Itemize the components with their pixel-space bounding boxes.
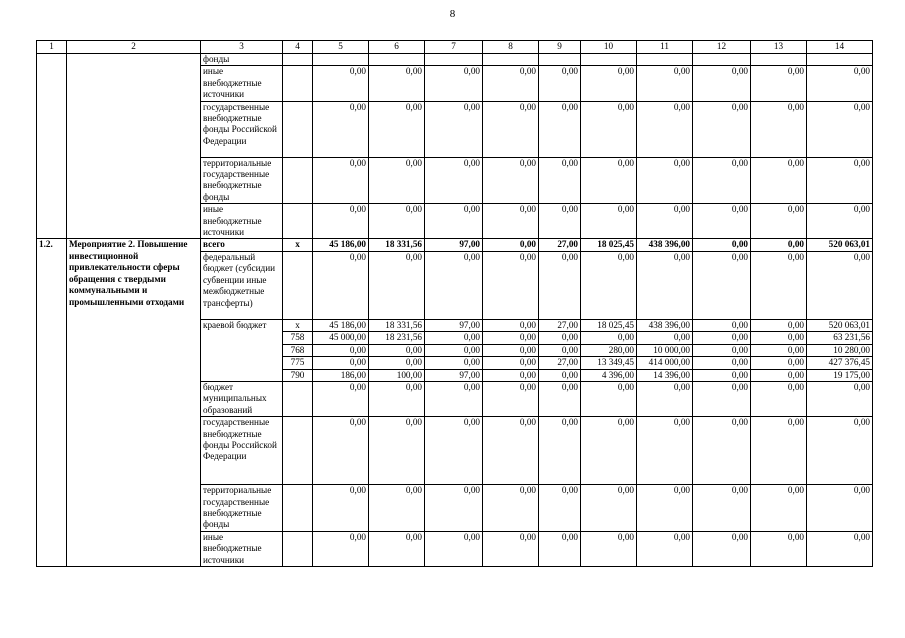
value-cell: 0,00 bbox=[581, 531, 637, 566]
value-cell: 0,00 bbox=[581, 66, 637, 101]
header-cell: 4 bbox=[283, 41, 313, 54]
value-cell bbox=[313, 54, 369, 66]
code-cell: х bbox=[283, 319, 313, 331]
value-cell: 0,00 bbox=[483, 531, 539, 566]
value-cell: 97,00 bbox=[425, 239, 483, 251]
value-cell: 0,00 bbox=[751, 417, 807, 485]
value-cell: 0,00 bbox=[313, 485, 369, 532]
value-cell: 0,00 bbox=[637, 531, 693, 566]
value-cell: 0,00 bbox=[369, 381, 425, 416]
value-cell: 0,00 bbox=[425, 381, 483, 416]
value-cell: 0,00 bbox=[693, 204, 751, 239]
value-cell: 438 396,00 bbox=[637, 239, 693, 251]
value-cell: 0,00 bbox=[693, 157, 751, 204]
source-label-cell: всего bbox=[201, 239, 283, 251]
source-label-cell: государственные внебюджетные фонды Российской Федерации bbox=[201, 417, 283, 485]
value-cell: 438 396,00 bbox=[637, 319, 693, 331]
code-cell: 758 bbox=[283, 332, 313, 344]
value-cell: 414 000,00 bbox=[637, 357, 693, 369]
source-label-cell: федеральный бюджет (субсидии субвенции иные межбюджетные трансферты) bbox=[201, 251, 283, 319]
value-cell: 0,00 bbox=[637, 417, 693, 485]
value-cell: 0,00 bbox=[637, 66, 693, 101]
code-cell bbox=[283, 204, 313, 239]
value-cell: 0,00 bbox=[693, 251, 751, 319]
source-label-cell: территориальные государственные внебюджетные фонды bbox=[201, 157, 283, 204]
value-cell: 0,00 bbox=[425, 157, 483, 204]
value-cell: 0,00 bbox=[693, 485, 751, 532]
code-cell: 768 bbox=[283, 344, 313, 356]
value-cell: 0,00 bbox=[483, 485, 539, 532]
value-cell: 0,00 bbox=[369, 204, 425, 239]
value-cell: 0,00 bbox=[693, 344, 751, 356]
header-cell: 12 bbox=[693, 41, 751, 54]
value-cell: 0,00 bbox=[693, 101, 751, 157]
value-cell: 0,00 bbox=[369, 531, 425, 566]
value-cell: 0,00 bbox=[425, 101, 483, 157]
value-cell: 427 376,45 bbox=[807, 357, 873, 369]
value-cell bbox=[539, 54, 581, 66]
value-cell: 0,00 bbox=[581, 485, 637, 532]
value-cell: 0,00 bbox=[313, 66, 369, 101]
value-cell: 0,00 bbox=[483, 251, 539, 319]
header-cell: 7 bbox=[425, 41, 483, 54]
value-cell: 0,00 bbox=[693, 319, 751, 331]
value-cell: 14 396,00 bbox=[637, 369, 693, 381]
code-cell bbox=[283, 251, 313, 319]
value-cell: 0,00 bbox=[539, 531, 581, 566]
value-cell: 0,00 bbox=[807, 485, 873, 532]
value-cell: 0,00 bbox=[539, 332, 581, 344]
header-cell: 14 bbox=[807, 41, 873, 54]
value-cell bbox=[637, 54, 693, 66]
value-cell: 0,00 bbox=[425, 251, 483, 319]
header-row bbox=[37, 41, 873, 54]
value-cell: 13 349,45 bbox=[581, 357, 637, 369]
value-cell: 0,00 bbox=[693, 66, 751, 101]
value-cell: 0,00 bbox=[483, 381, 539, 416]
header-cell: 6 bbox=[369, 41, 425, 54]
value-cell: 0,00 bbox=[425, 344, 483, 356]
value-cell: 0,00 bbox=[369, 251, 425, 319]
value-cell: 45 186,00 bbox=[313, 239, 369, 251]
value-cell: 0,00 bbox=[539, 417, 581, 485]
value-cell: 0,00 bbox=[539, 157, 581, 204]
value-cell: 0,00 bbox=[369, 157, 425, 204]
value-cell: 0,00 bbox=[425, 357, 483, 369]
value-cell: 0,00 bbox=[425, 204, 483, 239]
value-cell: 0,00 bbox=[807, 417, 873, 485]
value-cell: 0,00 bbox=[637, 332, 693, 344]
value-cell: 97,00 bbox=[425, 369, 483, 381]
value-cell: 18 025,45 bbox=[581, 319, 637, 331]
value-cell: 0,00 bbox=[425, 417, 483, 485]
value-cell: 520 063,01 bbox=[807, 239, 873, 251]
value-cell: 0,00 bbox=[807, 101, 873, 157]
value-cell: 0,00 bbox=[539, 381, 581, 416]
value-cell: 0,00 bbox=[751, 344, 807, 356]
code-cell bbox=[283, 66, 313, 101]
value-cell: 0,00 bbox=[369, 66, 425, 101]
financing-table bbox=[36, 40, 873, 567]
value-cell: 0,00 bbox=[539, 204, 581, 239]
value-cell: 0,00 bbox=[751, 381, 807, 416]
value-cell: 0,00 bbox=[581, 381, 637, 416]
value-cell: 0,00 bbox=[539, 344, 581, 356]
code-cell bbox=[283, 485, 313, 532]
value-cell: 0,00 bbox=[751, 357, 807, 369]
value-cell: 0,00 bbox=[539, 251, 581, 319]
value-cell: 186,00 bbox=[313, 369, 369, 381]
value-cell: 0,00 bbox=[637, 251, 693, 319]
value-cell: 0,00 bbox=[751, 239, 807, 251]
table-row bbox=[37, 239, 873, 251]
value-cell: 0,00 bbox=[751, 369, 807, 381]
value-cell: 0,00 bbox=[637, 101, 693, 157]
value-cell: 0,00 bbox=[693, 381, 751, 416]
value-cell: 0,00 bbox=[693, 357, 751, 369]
source-label-cell: бюджет муниципальных образований bbox=[201, 381, 283, 416]
value-cell: 0,00 bbox=[539, 66, 581, 101]
code-cell bbox=[283, 417, 313, 485]
value-cell: 0,00 bbox=[369, 357, 425, 369]
value-cell: 0,00 bbox=[751, 319, 807, 331]
value-cell: 0,00 bbox=[637, 204, 693, 239]
value-cell: 0,00 bbox=[751, 531, 807, 566]
source-label-cell: иные внебюджетные источники bbox=[201, 204, 283, 239]
value-cell: 0,00 bbox=[751, 157, 807, 204]
value-cell: 0,00 bbox=[483, 157, 539, 204]
value-cell: 97,00 bbox=[425, 319, 483, 331]
value-cell: 0,00 bbox=[313, 531, 369, 566]
value-cell: 0,00 bbox=[313, 417, 369, 485]
value-cell: 0,00 bbox=[425, 531, 483, 566]
source-label-cell: иные внебюджетные источники bbox=[201, 66, 283, 101]
value-cell: 0,00 bbox=[539, 101, 581, 157]
value-cell bbox=[369, 54, 425, 66]
value-cell: 0,00 bbox=[693, 332, 751, 344]
value-cell: 10 000,00 bbox=[637, 344, 693, 356]
header-cell: 2 bbox=[67, 41, 201, 54]
value-cell: 27,00 bbox=[539, 239, 581, 251]
value-cell: 0,00 bbox=[807, 251, 873, 319]
header-cell: 9 bbox=[539, 41, 581, 54]
value-cell: 0,00 bbox=[483, 319, 539, 331]
value-cell: 0,00 bbox=[751, 251, 807, 319]
value-cell: 18 331,56 bbox=[369, 319, 425, 331]
value-cell: 0,00 bbox=[483, 344, 539, 356]
value-cell: 0,00 bbox=[313, 204, 369, 239]
measure-name: Мероприятие 2. Повышение инвестиционной привлекательности сферы обращения с твердыми коммунальными и промышленными отходами bbox=[67, 239, 201, 567]
value-cell: 0,00 bbox=[425, 66, 483, 101]
value-cell: 0,00 bbox=[693, 369, 751, 381]
code-cell bbox=[283, 531, 313, 566]
value-cell bbox=[581, 54, 637, 66]
value-cell: 0,00 bbox=[425, 332, 483, 344]
value-cell: 0,00 bbox=[313, 101, 369, 157]
value-cell: 0,00 bbox=[313, 357, 369, 369]
value-cell: 0,00 bbox=[693, 531, 751, 566]
value-cell: 0,00 bbox=[369, 485, 425, 532]
value-cell bbox=[425, 54, 483, 66]
value-cell: 45 186,00 bbox=[313, 319, 369, 331]
source-label-cell: иные внебюджетные источники bbox=[201, 531, 283, 566]
value-cell: 18 025,45 bbox=[581, 239, 637, 251]
value-cell: 0,00 bbox=[751, 332, 807, 344]
code-cell bbox=[283, 381, 313, 416]
value-cell: 0,00 bbox=[581, 204, 637, 239]
measure-number: 1.2. bbox=[37, 239, 67, 567]
code-cell bbox=[283, 157, 313, 204]
value-cell: 0,00 bbox=[425, 485, 483, 532]
value-cell: 0,00 bbox=[483, 417, 539, 485]
value-cell: 280,00 bbox=[581, 344, 637, 356]
code-cell: 775 bbox=[283, 357, 313, 369]
value-cell: 0,00 bbox=[483, 239, 539, 251]
value-cell: 0,00 bbox=[483, 357, 539, 369]
value-cell: 0,00 bbox=[539, 369, 581, 381]
value-cell: 0,00 bbox=[483, 332, 539, 344]
value-cell: 27,00 bbox=[539, 319, 581, 331]
value-cell: 0,00 bbox=[807, 204, 873, 239]
header-cell: 3 bbox=[201, 41, 283, 54]
value-cell: 0,00 bbox=[313, 381, 369, 416]
value-cell: 0,00 bbox=[483, 369, 539, 381]
value-cell: 0,00 bbox=[483, 101, 539, 157]
value-cell: 520 063,01 bbox=[807, 319, 873, 331]
header-cell: 10 bbox=[581, 41, 637, 54]
value-cell: 18 231,56 bbox=[369, 332, 425, 344]
source-label-cell: территориальные государственные внебюджетные фонды bbox=[201, 485, 283, 532]
source-label-cell: краевой бюджет bbox=[201, 319, 283, 381]
header-cell: 11 bbox=[637, 41, 693, 54]
value-cell: 0,00 bbox=[581, 101, 637, 157]
value-cell: 45 000,00 bbox=[313, 332, 369, 344]
value-cell: 0,00 bbox=[369, 101, 425, 157]
value-cell: 27,00 bbox=[539, 357, 581, 369]
value-cell: 0,00 bbox=[751, 485, 807, 532]
source-label-cell: государственные внебюджетные фонды Российской Федерации bbox=[201, 101, 283, 157]
value-cell: 0,00 bbox=[581, 417, 637, 485]
value-cell: 0,00 bbox=[313, 157, 369, 204]
value-cell: 0,00 bbox=[313, 251, 369, 319]
value-cell: 0,00 bbox=[581, 157, 637, 204]
value-cell: 0,00 bbox=[807, 531, 873, 566]
value-cell bbox=[751, 54, 807, 66]
value-cell: 0,00 bbox=[751, 101, 807, 157]
value-cell: 0,00 bbox=[483, 66, 539, 101]
code-cell: 790 bbox=[283, 369, 313, 381]
value-cell: 18 331,56 bbox=[369, 239, 425, 251]
row-number-cell bbox=[37, 54, 67, 239]
value-cell: 4 396,00 bbox=[581, 369, 637, 381]
value-cell: 0,00 bbox=[807, 381, 873, 416]
header-cell: 8 bbox=[483, 41, 539, 54]
value-cell bbox=[807, 54, 873, 66]
value-cell bbox=[693, 54, 751, 66]
value-cell: 0,00 bbox=[807, 157, 873, 204]
value-cell: 0,00 bbox=[313, 344, 369, 356]
value-cell: 0,00 bbox=[751, 66, 807, 101]
source-label-cell: фонды bbox=[201, 54, 283, 66]
value-cell: 10 280,00 bbox=[807, 344, 873, 356]
page-number: 8 bbox=[449, 8, 456, 20]
value-cell: 0,00 bbox=[539, 485, 581, 532]
value-cell: 19 175,00 bbox=[807, 369, 873, 381]
value-cell: 0,00 bbox=[581, 251, 637, 319]
measure-name-cell bbox=[67, 54, 201, 239]
code-cell: х bbox=[283, 239, 313, 251]
value-cell: 0,00 bbox=[483, 204, 539, 239]
value-cell bbox=[483, 54, 539, 66]
code-cell bbox=[283, 54, 313, 66]
value-cell: 0,00 bbox=[693, 417, 751, 485]
header-cell: 5 bbox=[313, 41, 369, 54]
header-cell: 1 bbox=[37, 41, 67, 54]
value-cell: 0,00 bbox=[693, 239, 751, 251]
value-cell: 0,00 bbox=[369, 344, 425, 356]
value-cell: 0,00 bbox=[369, 417, 425, 485]
value-cell: 0,00 bbox=[637, 485, 693, 532]
value-cell: 0,00 bbox=[637, 381, 693, 416]
value-cell: 100,00 bbox=[369, 369, 425, 381]
header-cell: 13 bbox=[751, 41, 807, 54]
table-row bbox=[37, 54, 873, 66]
value-cell: 0,00 bbox=[751, 204, 807, 239]
value-cell: 0,00 bbox=[581, 332, 637, 344]
value-cell: 0,00 bbox=[807, 66, 873, 101]
value-cell: 0,00 bbox=[637, 157, 693, 204]
value-cell: 63 231,56 bbox=[807, 332, 873, 344]
code-cell bbox=[283, 101, 313, 157]
